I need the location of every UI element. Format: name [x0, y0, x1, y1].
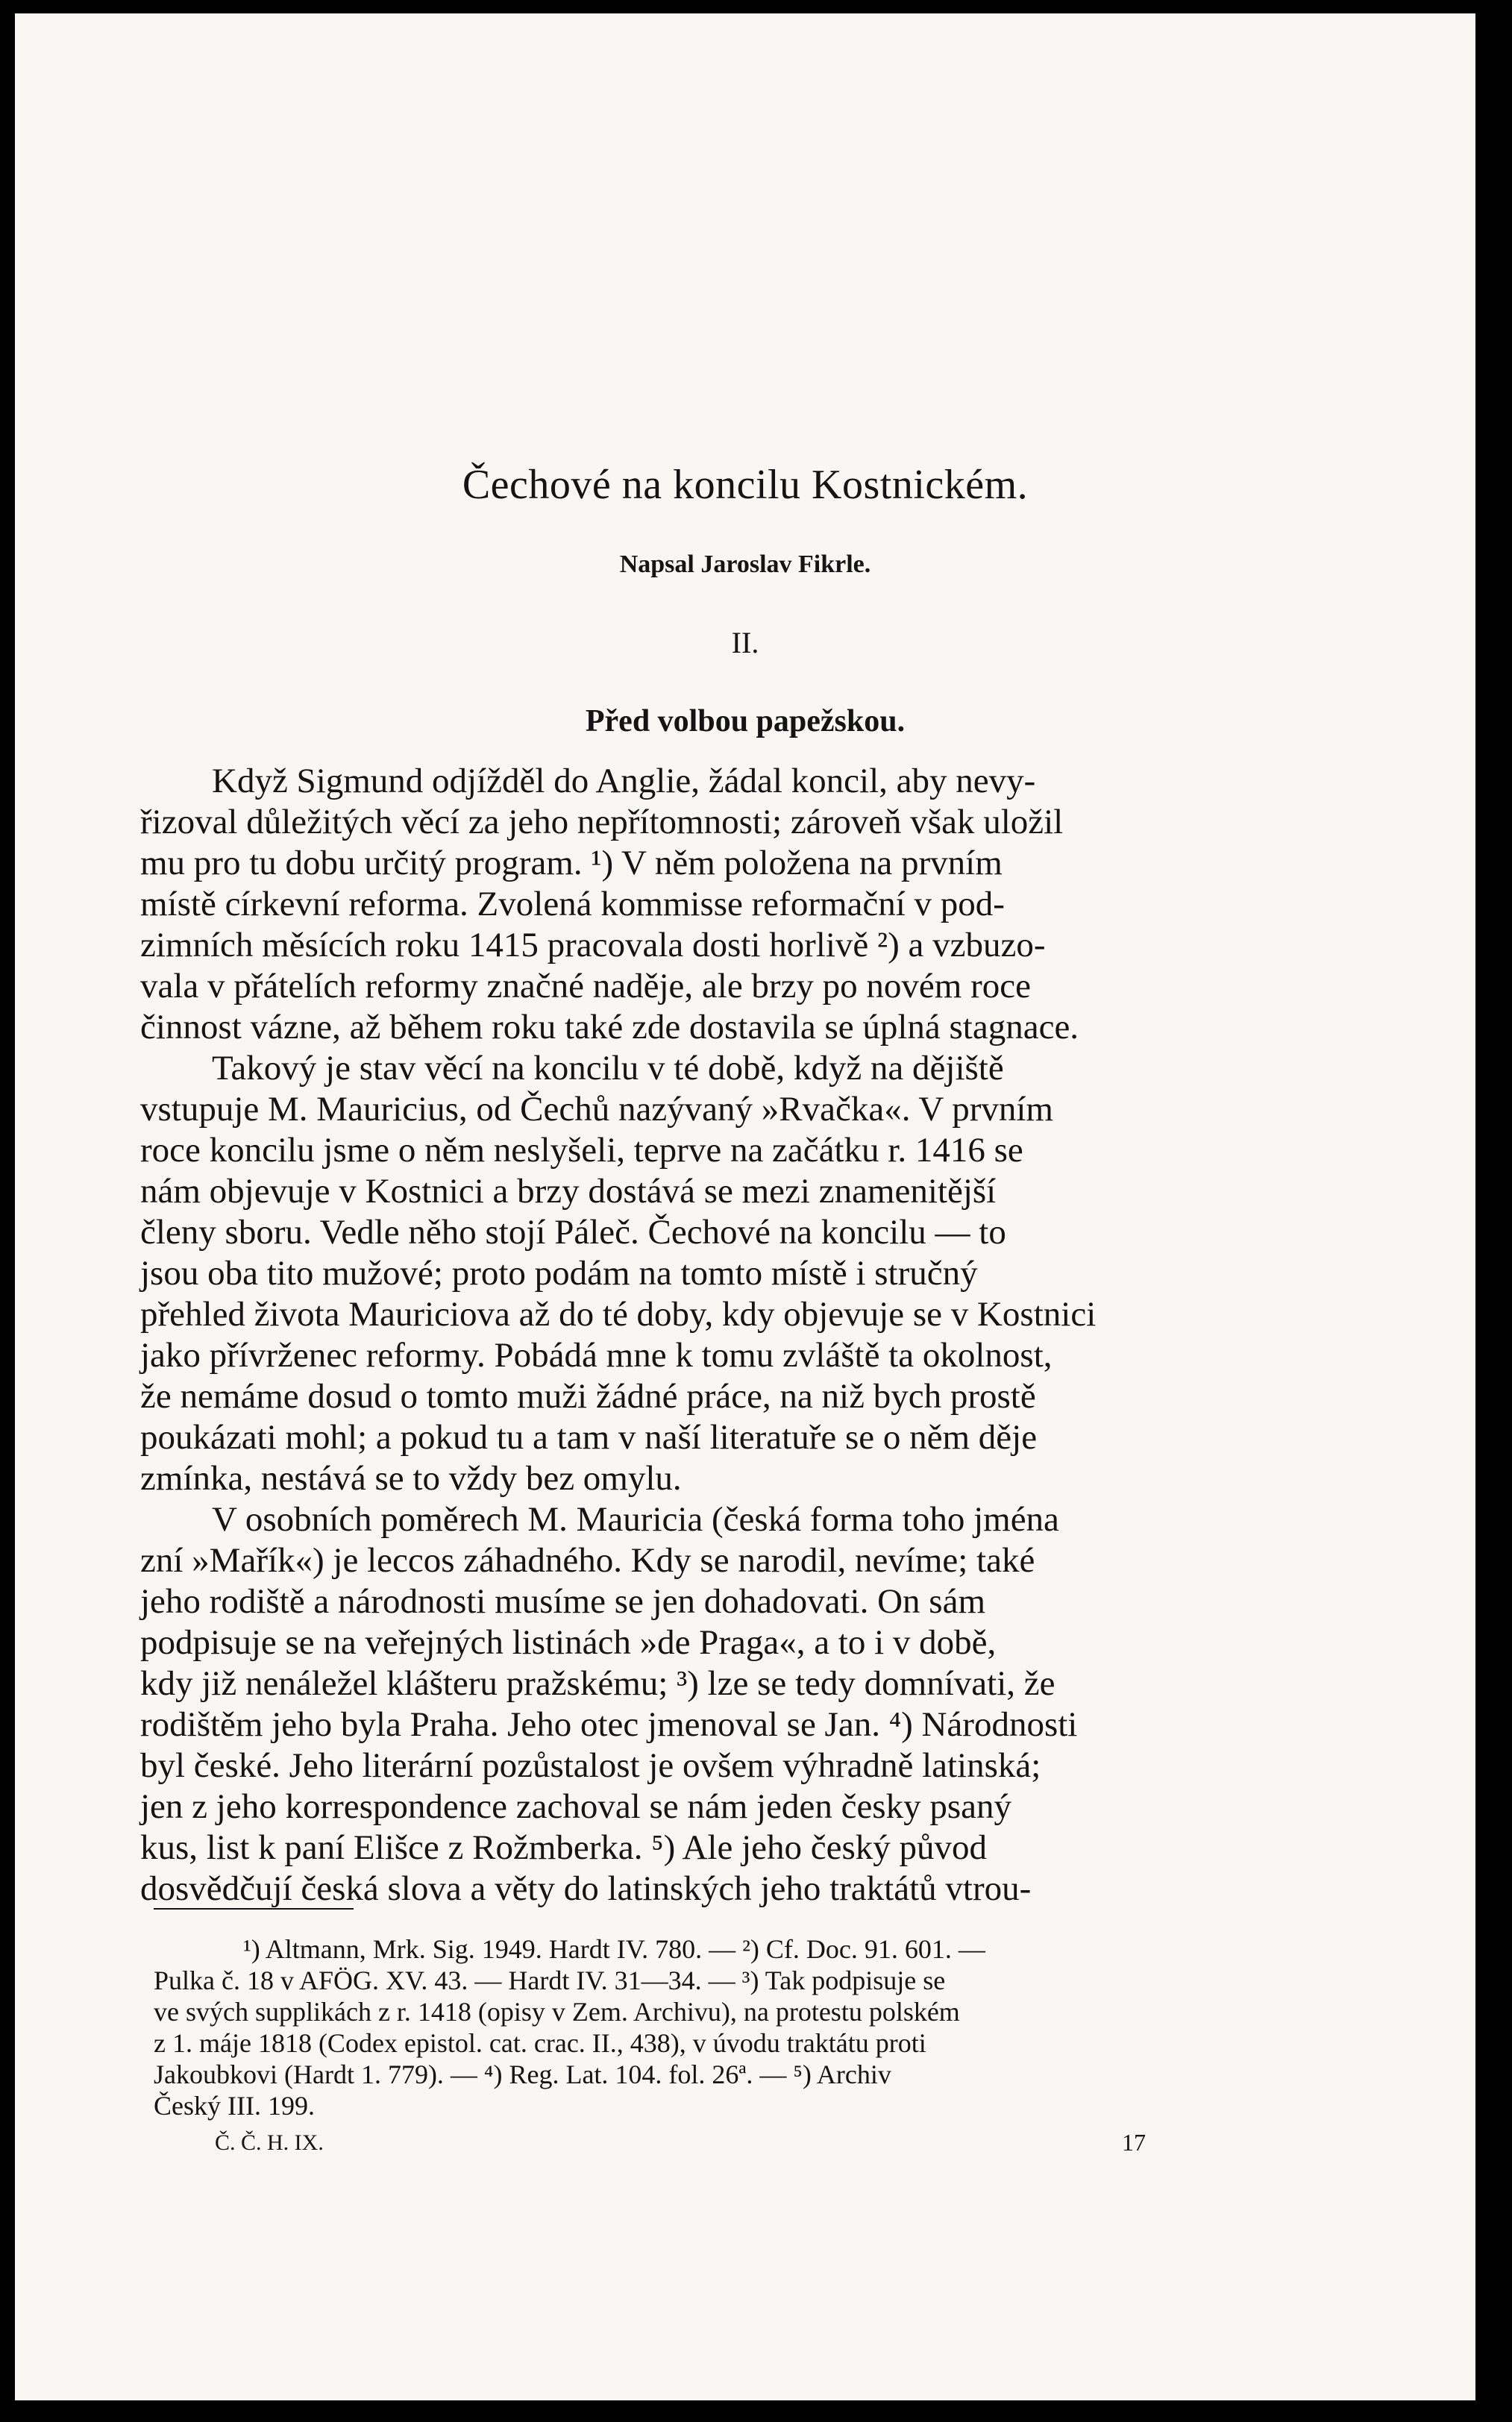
body-line: místě církevní reforma. Zvolená kommisse reformační v pod-	[140, 885, 1005, 923]
body-line: kdy již nenáležel klášteru pražskému; ³) lze se tedy domnívati, že	[140, 1664, 1055, 1703]
author-line: Napsal Jaroslav Fikrle.	[619, 550, 871, 578]
body-line: přehled života Mauriciova až do té doby, kdy objevuje se v Kostnici	[140, 1295, 1097, 1334]
footnote-line: Jakoubkovi (Hardt 1. 779). — ⁴) Reg. Lat. 104. fol. 26ª. — ⁵) Archiv	[154, 2059, 891, 2089]
body-line: podpisuje se na veřejných listinách »de Praga«, a to i v době,	[140, 1623, 997, 1662]
article-title: Čechové na koncilu Kostnickém.	[462, 462, 1029, 508]
body-line: roce koncilu jsme o něm neslyšeli, teprve na začátku r. 1416 se	[140, 1131, 1023, 1170]
body-line: mu pro tu dobu určitý program. ¹) V něm položena na prvním	[140, 844, 1003, 882]
body-line: že nemáme dosud o tomto muži žádné práce, na niž bych prostě	[140, 1377, 1036, 1416]
footnote-line: ve svých supplikách z r. 1418 (opisy v Zem. Archivu), na protestu polském	[154, 1997, 960, 2027]
signature-mark: Č. Č. H. IX.	[215, 2130, 324, 2155]
body-line: jeho rodiště a národnosti musíme se jen dohadovati. On sám	[140, 1582, 986, 1621]
body-line: zmínka, nestává se to vždy bez omylu.	[140, 1459, 682, 1498]
body-line: členy sboru. Vedle něho stojí Páleč. Čechové na koncilu — to	[140, 1213, 1006, 1252]
footnote-line: z 1. máje 1818 (Codex epistol. cat. crac. II., 438), v úvodu traktátu proti	[154, 2028, 926, 2058]
body-line: rodištěm jeho byla Praha. Jeho otec jmenoval se Jan. ⁴) Národnosti	[140, 1705, 1078, 1744]
body-line: nám objevuje v Kostnici a brzy dostává se mezi znamenitější	[140, 1172, 997, 1211]
body-line: Když Sigmund odjížděl do Anglie, žádal koncil, aby nevy-	[212, 762, 1036, 800]
body-line: vala v přátelích reformy značné naděje, ale brzy po novém roce	[140, 967, 1031, 1005]
footnote-line: Český III. 199.	[154, 2091, 315, 2121]
body-line: poukázati mohl; a pokud tu a tam v naší literatuře se o něm děje	[140, 1418, 1038, 1457]
body-line: kus, list k paní Elišce z Rožmberka. ⁵) Ale jeho český původ	[140, 1828, 987, 1867]
body-text	[140, 761, 1287, 1910]
body-line: jako přívrženec reformy. Pobádá mne k tomu zvláště ta okolnost,	[140, 1336, 1053, 1375]
body-line: jen z jeho korrespondence zachoval se nám jeden česky psaný	[140, 1787, 1012, 1826]
body-line: dosvědčují česká slova a věty do latinských jeho traktátů vtrou-	[140, 1869, 1032, 1908]
part-number: II.	[731, 626, 759, 659]
body-line: vstupuje M. Mauricius, od Čechů nazývaný »Rvačka«. V prvním	[140, 1090, 1053, 1129]
body-line: V osobních poměrech M. Mauricia (česká forma toho jména	[212, 1500, 1059, 1539]
body-line: jsou oba tito mužové; proto podám na tomto místě i stručný	[140, 1254, 978, 1293]
body-line: zní »Mařík«) je leccos záhadného. Kdy se narodil, nevíme; také	[140, 1541, 1035, 1580]
body-line: řizoval důležitých věcí za jeho nepřítomnosti; zároveň však uložil	[140, 803, 1064, 841]
body-line: byl české. Jeho literární pozůstalost je ovšem výhradně latinská;	[140, 1746, 1041, 1785]
body-line: zimních měsících roku 1415 pracovala dosti horlivě ²) a vzbuzo-	[140, 926, 1046, 964]
body-line: Takový je stav věcí na koncilu v té době, když na dějiště	[212, 1049, 1004, 1088]
document-page	[15, 13, 1475, 2400]
chapter-heading: Před volbou papežskou.	[585, 704, 906, 738]
page-number: 17	[1122, 2129, 1146, 2156]
footnotes	[154, 1933, 1287, 2121]
footnote-line: Pulka č. 18 v AFÖG. XV. 43. — Hardt IV. 31—34. — ³) Tak podpisuje se	[154, 1965, 946, 1995]
body-line: činnost vázne, až během roku také zde dostavila se úplná stagnace.	[140, 1008, 1079, 1047]
footnote-divider	[154, 1908, 354, 1910]
footnote-line: ¹) Altmann, Mrk. Sig. 1949. Hardt IV. 780. — ²) Cf. Doc. 91. 601. —	[243, 1934, 985, 1964]
